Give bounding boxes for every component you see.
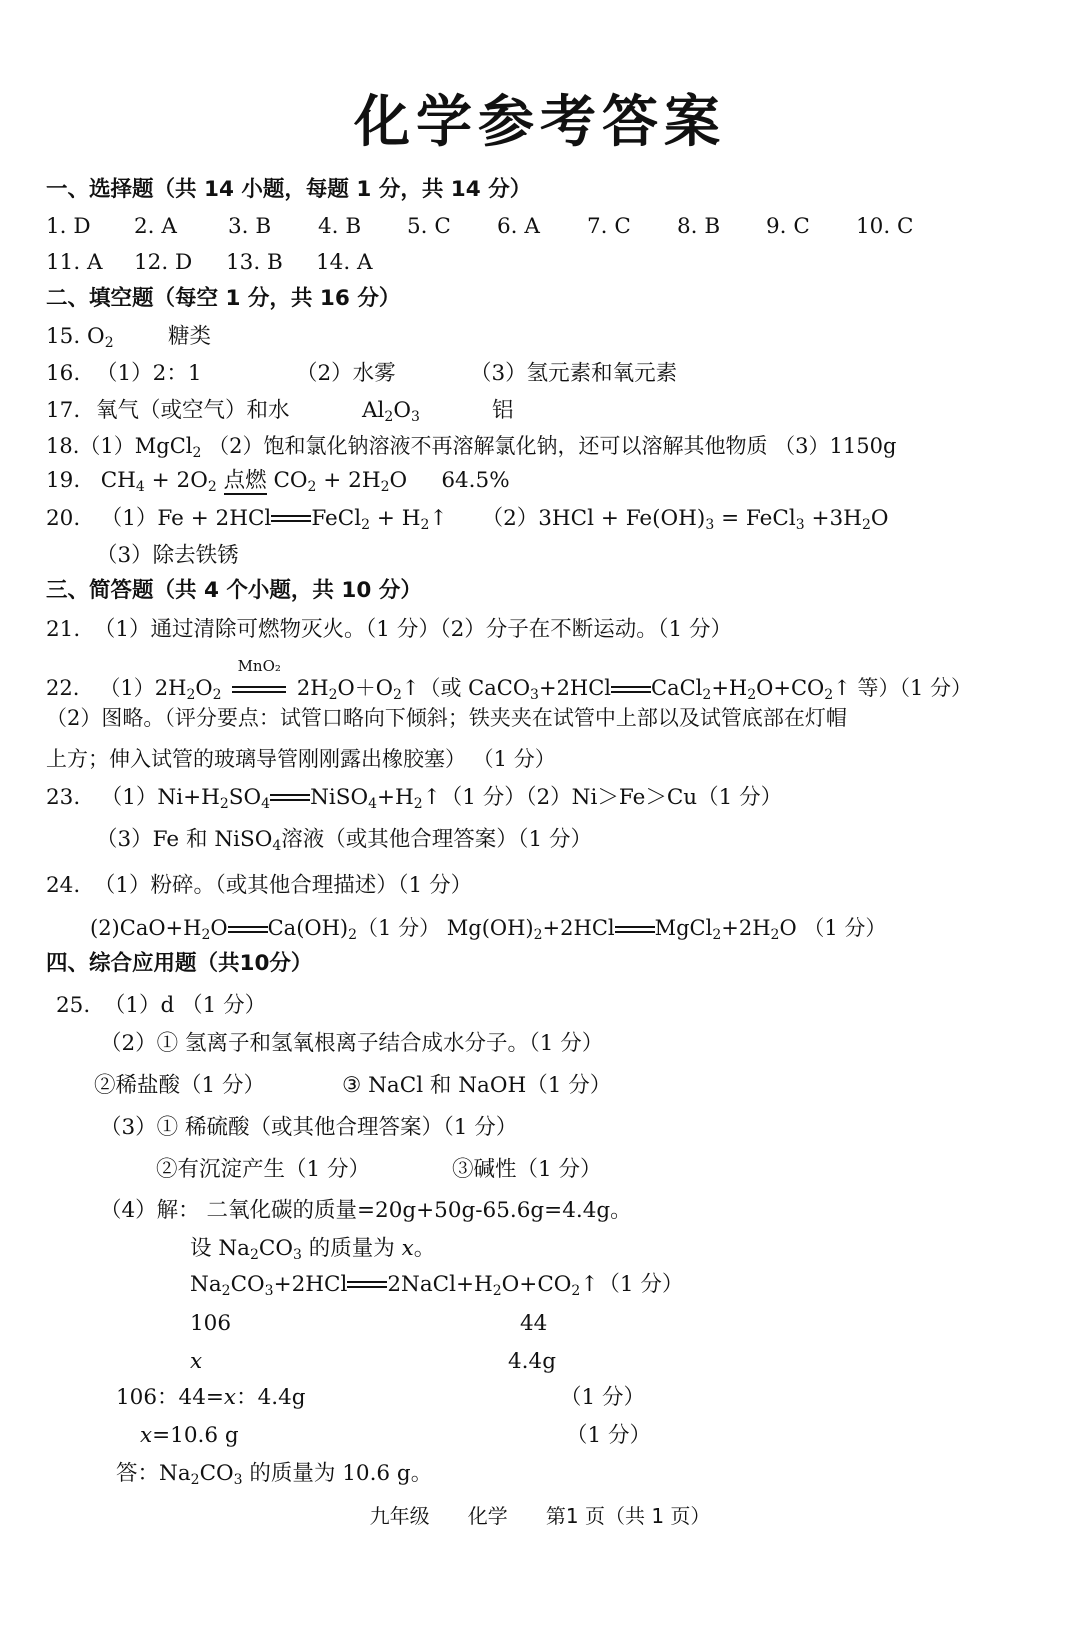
mc-answer: 6. A [497, 214, 540, 239]
page-title: 化学参考答案 [354, 89, 726, 155]
answer-16-2: （2）水雾 [296, 361, 396, 386]
answer-23-line2: （3）Fe 和 NiSO$_4$溶液（或其他合理答案）（1 分） [96, 827, 593, 854]
answer-16-1: （1）2：1 [96, 361, 202, 386]
answer-22-line3: 上方；伸入试管的玻璃导管刚刚露出橡胶塞） （1 分） [46, 747, 556, 771]
section-heading-comprehensive: 四、综合应用题（共10分） [46, 951, 313, 976]
catalyst-condition: MnO₂ [228, 658, 290, 702]
answer-25-equation: $Na_2CO_3+2HCl$ $2NaCl+H_2O+CO_2↑(1$ 分） [190, 1272, 684, 1299]
answer-21: 21. （1）通过清除可燃物灭火。（1 分）（2）分子在不断运动。（1 分） [46, 617, 733, 642]
equals-sign [347, 1275, 387, 1295]
answer-25-1: 25. （1）d （1 分） [56, 993, 267, 1018]
answer-18: 18.（1）MgCl$_2$ （2）饱和氯化钠溶液不再溶解氯化钠，还可以溶解其他物质 （3）1150g [46, 434, 897, 461]
mc-answer: 14. A [316, 250, 373, 275]
answer-23-line1: 23. $(1)Ni+H_2SO_4$ $NiSO_4+H_2↑(1$ 分）（2）Ni＞Fe＞Cu（1 分） [46, 785, 783, 812]
footer-grade: 九年级 [369, 1504, 430, 1528]
mc-answer: 10. C [856, 214, 914, 239]
answer-25-4b: 设 $Na_2CO_3$ 的质量为 x。 [190, 1236, 436, 1263]
molar-mass-na2co3: 106 [190, 1311, 232, 1336]
answer-25-2b: ②稀盐酸（1 分） [94, 1073, 266, 1098]
mc-answer: 9. C [766, 214, 810, 239]
mc-answer: 2. A [134, 214, 177, 239]
answer-25-3a: （3）① 稀硫酸（或其他合理答案）（1 分） [100, 1115, 518, 1140]
answer-25-3b: ②有沉淀产生（1 分） [156, 1157, 371, 1182]
page-footer [0, 1500, 1080, 1529]
answer-22-line2: （2）图略。（评分要点：试管口略向下倾斜；铁夹夹在试管中上部以及试管底部在灯帽 [46, 706, 847, 730]
mass-co2: 4.4g [508, 1349, 556, 1374]
mc-answer: 4. B [318, 214, 362, 239]
answer-24-line1: 24. （1）粉碎。（或其他合理描述）（1 分） [46, 873, 473, 898]
mc-answer: 5. C [407, 214, 451, 239]
answer-17-2: $Al_2O_3$ [362, 398, 420, 425]
equals-sign [615, 920, 655, 940]
answer-15-b: 糖类 [168, 324, 212, 349]
answer-19: 19. $CH_4 + 2O_2$ 点燃 $CO_2 + 2H_2O$ 64.5% [46, 468, 510, 495]
final-answer: 答：$Na_2CO_3$ 的质量为 10.6 g。 [116, 1461, 433, 1488]
answer-20: 20. （1）Fe + 2HCl FeCl$_2$ + $H_2↑$ $(2)3HCl + Fe(OH)_3$ = FeCl$_3$ $+3H_2O$ [46, 506, 889, 533]
condition-ignite: 点燃 [223, 468, 267, 493]
answer-25-2a: （2）① 氢离子和氢氧根离子结合成水分子。（1 分） [100, 1031, 604, 1056]
answer-16-num: 16. [46, 361, 81, 386]
answer-22-line1: 22. $(1)2H_2O_2$ MnO₂ $2H_2O+O_2↑$（或 CaCO$_3$+2HCl $CaCl_2+H_2O+CO_2↑$ 等）（1 分） [46, 657, 973, 703]
answer-20-3: （3）除去铁锈 [96, 543, 239, 568]
answer-17-num: 17. [46, 398, 81, 423]
equals-sign [271, 509, 311, 529]
equals-sign [228, 920, 268, 940]
answer-16-3: （3）氢元素和氧元素 [470, 361, 678, 386]
result-points: （1 分） [566, 1423, 652, 1448]
answer-17-3: 铝 [492, 398, 514, 423]
mc-answer: 7. C [587, 214, 631, 239]
mc-answer: 8. B [677, 214, 721, 239]
proportion: 106：44=x：4.4g [116, 1385, 306, 1410]
mc-answer: 3. B [228, 214, 272, 239]
mc-answer: 13. B [226, 250, 283, 275]
mc-answer: 12. D [134, 250, 193, 275]
section-heading-choice: 一、选择题（共 14 小题，每题 1 分，共 14 分） [46, 177, 532, 202]
result-x: x=10.6 g [140, 1423, 239, 1448]
unknown-x: x [190, 1349, 203, 1374]
footer-subject: 化学 [467, 1504, 508, 1528]
footer-page: 第1 页（共 1 页） [545, 1504, 711, 1528]
equals-sign [611, 680, 651, 700]
answer-25-3c: ③碱性（1 分） [452, 1157, 602, 1182]
equals-sign [270, 788, 310, 808]
proportion-points: （1 分） [560, 1385, 646, 1410]
section-heading-fill: 二、填空题（每空 1 分，共 16 分） [46, 286, 401, 311]
mc-answer: 1. D [46, 214, 91, 239]
section-heading-short: 三、简答题（共 4 个小题，共 10 分） [46, 578, 422, 603]
molar-mass-co2: 44 [520, 1311, 548, 1336]
mc-answer: 11. A [46, 250, 103, 275]
answer-15: 15. $O_2$ [46, 324, 114, 351]
answer-25-4a: （4）解： 二氧化碳的质量=20g+50g-65.6g=4.4g。 [100, 1198, 632, 1223]
answer-24-line2: $(2)CaO+H_2O$ $Ca(OH)_2(1$ 分） $Mg(OH)_2+2HCl$ $MgCl_2+2H_2O$ （1 分） [90, 916, 887, 943]
answer-25-2c: ③ NaCl 和 NaOH（1 分） [342, 1073, 612, 1098]
answer-17-1: 氧气（或空气）和水 [96, 398, 290, 423]
